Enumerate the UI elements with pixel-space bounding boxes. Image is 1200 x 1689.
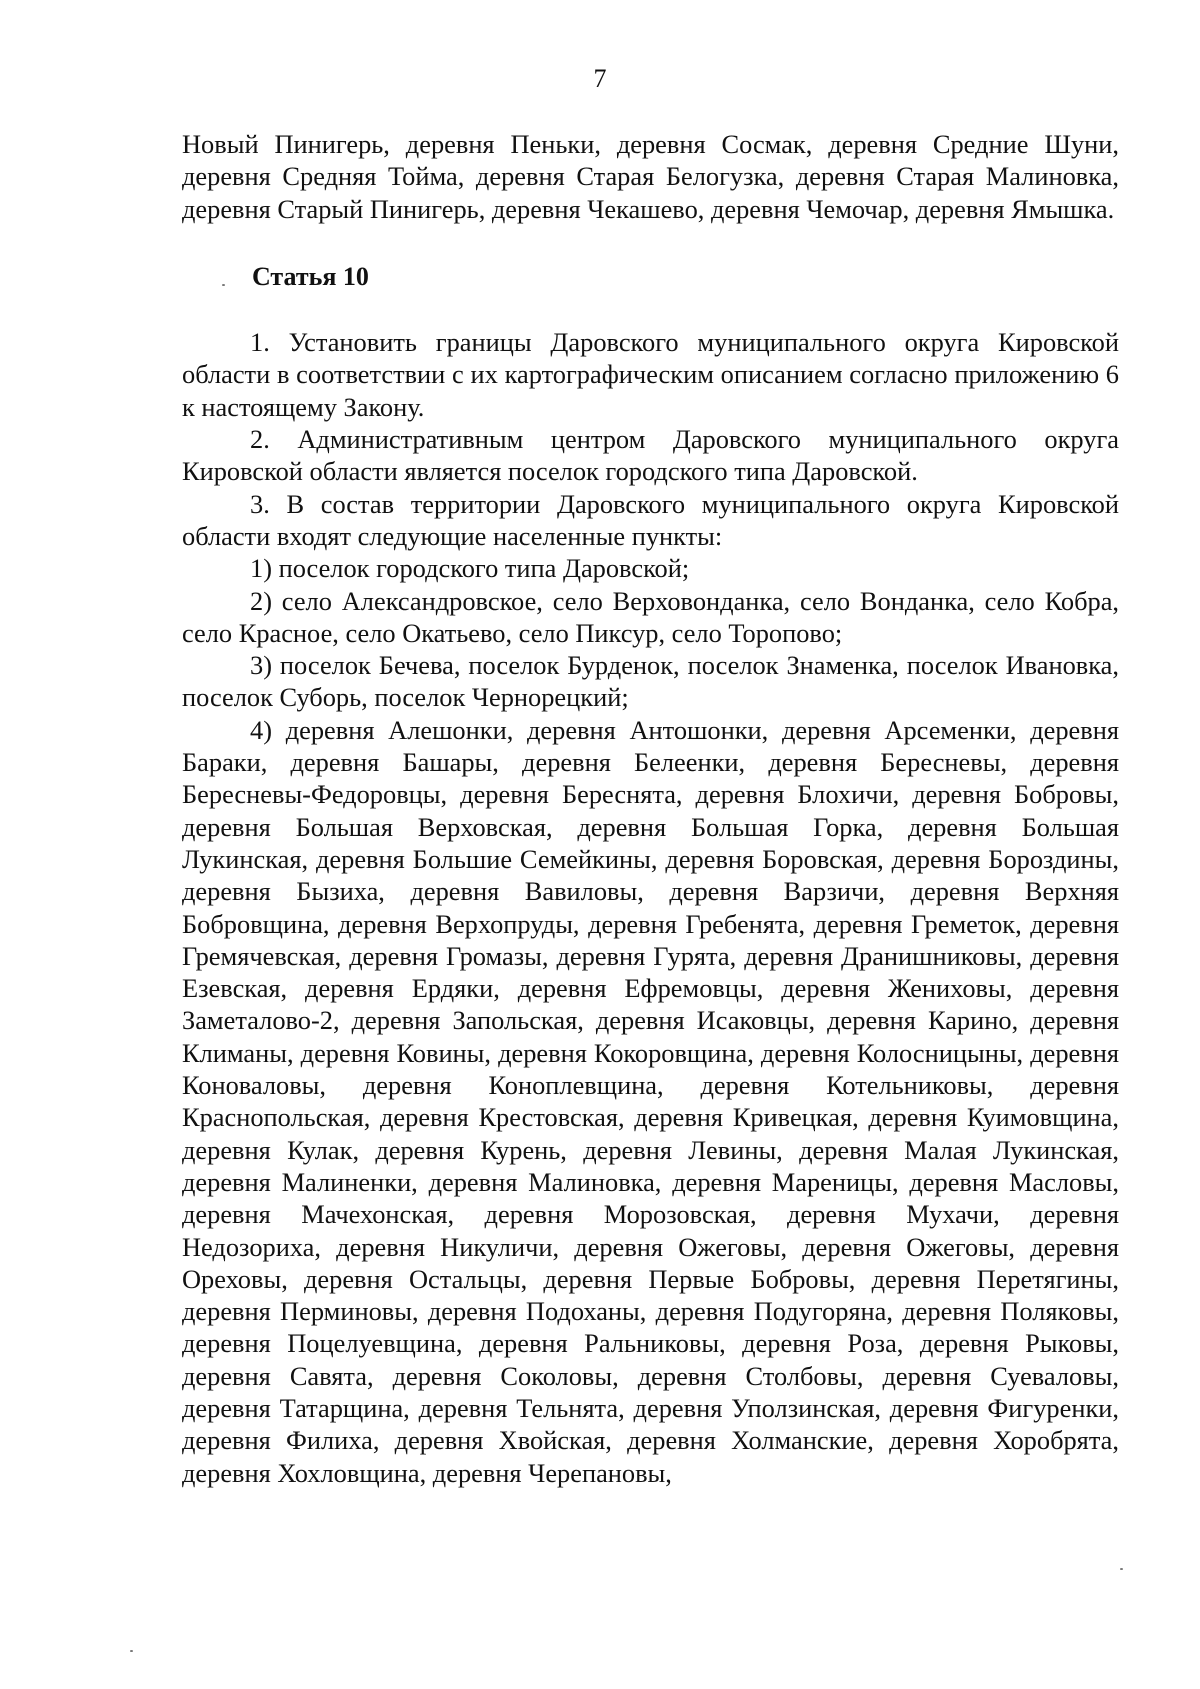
page-number: 7 [593,64,607,93]
list-item-3: 3) поселок Бечева, поселок Бурденок, поселок Знаменка, поселок Ивановка, поселок Суборь, поселок Чернорецкий; [182,650,1119,713]
article-title: Статья 10 [252,261,369,291]
scan-speck [130,1650,133,1652]
intro-paragraph: Новый Пинигерь, деревня Пеньки, деревня Сосмак, деревня Средние Шуни, деревня Средняя Тойма, деревня Старая Белогузка, деревня Старая Малиновка, деревня Старый Пинигерь, деревня Чекашево, деревня Чемочар, деревня Ямышка. [182,129,1119,224]
document-body [182,128,1119,1489]
list-item-2: 2) село Александровское, село Верховонданка, село Вонданка, село Кобра, село Красное, село Окатьево, село Пиксур, село Торопово; [182,585,1119,648]
list-item-1: 1) поселок городского типа Даровской; [250,553,690,584]
article-paragraph-3: 3. В состав территории Даровского муниципального округа Кировской области входят следующие населенные пункты: [182,488,1119,551]
article-paragraph-2: 2. Административным центром Даровского муниципального округа Кировской области является поселок городского типа Даровской. [182,424,1119,487]
list-item-4: 4) деревня Алешонки, деревня Антошонки, деревня Арсеменки, деревня Бараки, деревня Башары, деревня Белеенки, деревня Бересневы, деревня Бересневы-Федоровцы, деревня Береснята, деревня Блохичи, деревня Бобровы, деревня Большая Верховская, деревня Большая Горка, деревня Большая Лукинская, деревня Большие Семейкины, деревня Боровская, деревня Бороздины, деревня Бызиха, деревня Вавиловы, деревня Варзичи, деревня Верхняя Бобровщина, деревня Верхопруды, деревня Гребенята, деревня Греметок, деревня Гремячевская, деревня Громазы, деревня Гурята, деревня Дранишниковы, деревня Езевская, деревня Ердяки, деревня Ефремовцы, деревня Жениховы, деревня Заметалово-2, деревня Запольская, деревня Исаковцы, деревня Карино, деревня Климаны, деревня Ковины, деревня Кокоровщина, деревня Колосницыны, деревня Коноваловы, деревня Коноплевщина, деревня Котельниковы, деревня Краснопольская, деревня Крестовская, деревня Кривецкая, деревня Куимовщина, деревня Кулак, деревня Курень, деревня Левины, деревня Малая Лукинская, деревня Малиненки, деревня Малиновка, деревня Мареницы, деревня Масловы, деревня Мачехонская, деревня Морозовская, деревня Мухачи, деревня Недозориха, деревня Никуличи, деревня Ожеговы, деревня Ожеговы, деревня Ореховы, деревня Остальцы, деревня Первые Бобровы, деревня Перетягины, деревня Перминовы, деревня Подоханы, деревня Подугоряна, деревня Поляковы, деревня Поцелуевщина, деревня Ральниковы, деревня Роза, деревня Рыковы, деревня Савята, деревня Соколовы, деревня Столбовы, деревня Суеваловы, деревня Татарщина, деревня Тельнята, деревня Уползинская, деревня Фигуренки, деревня Филиха, деревня Хвойская, деревня Холманские, деревня Хоробрята, деревня Хохловщина, деревня Черепановы, [182,714,1119,1488]
scan-speck [1120,1568,1123,1570]
scan-speck [222,284,225,286]
article-paragraph-1: 1. Установить границы Даровского муниципального округа Кировской области в соответствии с их картографическим описанием согласно приложению 6 к настоящему Закону. [182,327,1119,422]
